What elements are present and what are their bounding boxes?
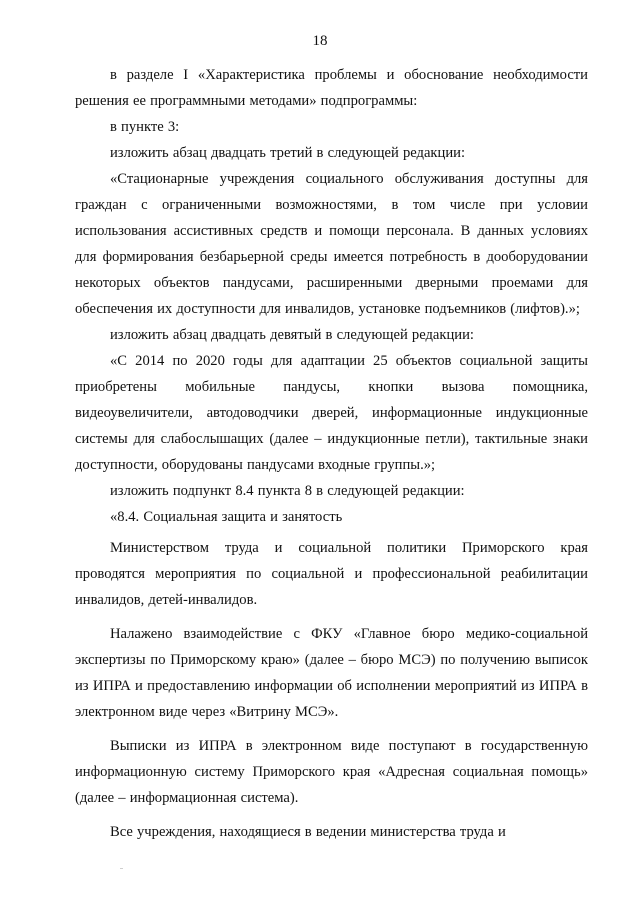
paragraph-quote-2014-2020: «С 2014 по 2020 годы для адаптации 25 объектов социальной защиты приобретены мобильные пандусы, кнопки вызова помощника, видеоувеличители, автодоводчики дверей, информационные индукционные системы для слабослышащих (далее – индукционные петли), тактильные знаки доступности, оборудованы пандусами входные группы.»; — [75, 353, 588, 473]
paragraph-amend-29: изложить абзац двадцать девятый в следующей редакции: — [110, 327, 474, 343]
paragraph-quote-stationary: «Стационарные учреждения социального обслуживания доступны для граждан с ограниченными возможностями, в том числе при условии использования ассистивных средств и помощи персонала. В данных условиях для формирования безбарьерной среды имеется потребность в дооборудовании некоторых объектов пандусами, расширенными дверными проемами для обеспечения их доступности для инвалидов, установке подъемников (лифтов).»; — [75, 171, 588, 317]
paragraph-ministry: Министерством труда и социальной политики Приморского края проводятся мероприятия по социальной и профессиональной реабилитации инвалидов, детей-инвалидов. — [75, 540, 588, 608]
paragraph-amend-8-4: изложить подпункт 8.4 пункта 8 в следующей редакции: — [110, 483, 465, 499]
document-body — [75, 62, 588, 845]
paragraph-interaction: Налажено взаимодействие с ФКУ «Главное бюро медико-социальной экспертизы по Приморскому краю» (далее – бюро МСЭ) по получению выписок из ИПРА и предоставлению информации об исполнении мероприятий из ИПРА в электронном виде через «Витрину МСЭ». — [75, 626, 588, 720]
paragraph-section-intro: в разделе I «Характеристика проблемы и обоснование необходимости решения ее программными методами» подпрограммы: — [75, 67, 588, 109]
paragraph-heading-8-4: «8.4. Социальная защита и занятость — [110, 509, 343, 525]
paragraph-amend-23: изложить абзац двадцать третий в следующей редакции: — [110, 145, 466, 161]
paragraph-point-3: в пункте 3: — [110, 119, 180, 135]
paragraph-institutions: Все учреждения, находящиеся в ведении министерства труда и — [110, 824, 506, 840]
scan-artifact — [120, 868, 123, 869]
page-number: 18 — [312, 33, 328, 49]
paragraph-extracts: Выписки из ИПРА в электронном виде поступают в государственную информационную систему Приморского края «Адресная социальная помощь» (далее – информационная система). — [75, 738, 588, 806]
